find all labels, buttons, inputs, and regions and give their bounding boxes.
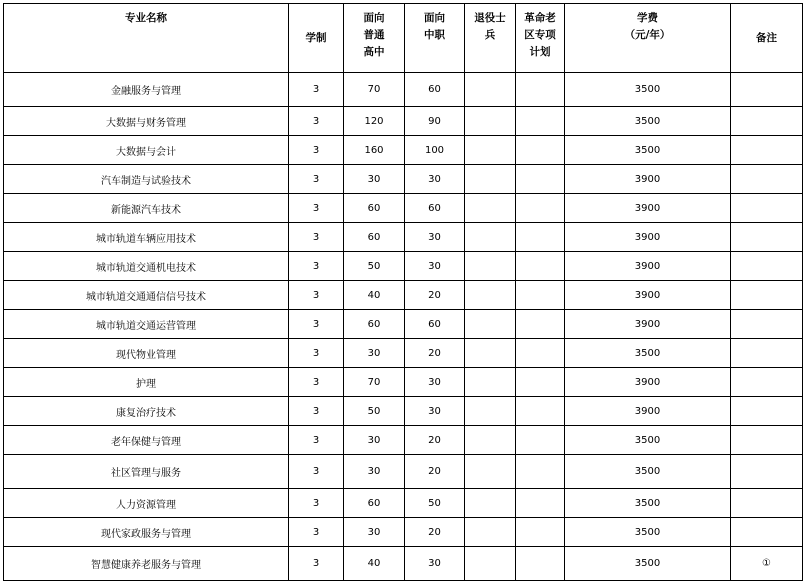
cell-vocational: 20 (405, 518, 465, 547)
cell-general: 30 (344, 426, 405, 455)
cell-fee: 3900 (565, 368, 731, 397)
cell-vocational: 30 (405, 547, 465, 581)
cell-vocational: 20 (405, 426, 465, 455)
cell-general: 30 (344, 455, 405, 489)
table-row (4, 547, 803, 581)
cell-revolutionary (516, 547, 565, 581)
cell-revolutionary (516, 194, 565, 223)
header-name: 专业名称 (4, 4, 289, 73)
table-row (4, 252, 803, 281)
header-years: 学制 (289, 4, 344, 73)
cell-name: 大数据与会计 (4, 136, 289, 165)
cell-fee: 3500 (565, 107, 731, 136)
cell-name: 老年保健与管理 (4, 426, 289, 455)
cell-name: 城市轨道车辆应用技术 (4, 223, 289, 252)
cell-fee: 3900 (565, 194, 731, 223)
cell-name: 新能源汽车技术 (4, 194, 289, 223)
cell-general: 30 (344, 339, 405, 368)
cell-name: 社区管理与服务 (4, 455, 289, 489)
cell-fee: 3900 (565, 223, 731, 252)
cell-vocational: 60 (405, 310, 465, 339)
table-row (4, 107, 803, 136)
cell-revolutionary (516, 368, 565, 397)
cell-remarks (731, 223, 803, 252)
table-row (4, 426, 803, 455)
cell-veterans (465, 397, 516, 426)
cell-years: 3 (289, 252, 344, 281)
cell-years: 3 (289, 107, 344, 136)
cell-general: 50 (344, 397, 405, 426)
cell-fee: 3900 (565, 252, 731, 281)
cell-years: 3 (289, 489, 344, 518)
cell-general: 60 (344, 223, 405, 252)
cell-general: 70 (344, 73, 405, 107)
cell-general: 40 (344, 547, 405, 581)
header-fee: 学费 （元/年） (565, 4, 731, 73)
cell-name: 康复治疗技术 (4, 397, 289, 426)
cell-vocational: 20 (405, 455, 465, 489)
cell-revolutionary (516, 426, 565, 455)
cell-revolutionary (516, 136, 565, 165)
cell-general: 70 (344, 368, 405, 397)
cell-revolutionary (516, 281, 565, 310)
cell-revolutionary (516, 397, 565, 426)
cell-vocational: 60 (405, 194, 465, 223)
table-row (4, 310, 803, 339)
table-row (4, 223, 803, 252)
cell-general: 120 (344, 107, 405, 136)
cell-revolutionary (516, 489, 565, 518)
cell-fee: 3500 (565, 455, 731, 489)
cell-remarks (731, 426, 803, 455)
cell-remarks (731, 518, 803, 547)
table-row (4, 397, 803, 426)
cell-years: 3 (289, 368, 344, 397)
cell-fee: 3500 (565, 518, 731, 547)
cell-name: 现代物业管理 (4, 339, 289, 368)
cell-vocational: 20 (405, 339, 465, 368)
cell-name: 城市轨道交通运营管理 (4, 310, 289, 339)
cell-years: 3 (289, 73, 344, 107)
cell-fee: 3900 (565, 310, 731, 339)
cell-remarks (731, 368, 803, 397)
header-vocational: 面向 中职 (405, 4, 465, 73)
cell-remarks (731, 310, 803, 339)
cell-veterans (465, 455, 516, 489)
cell-fee: 3900 (565, 165, 731, 194)
cell-name: 人力资源管理 (4, 489, 289, 518)
cell-name: 城市轨道交通通信信号技术 (4, 281, 289, 310)
header-row (4, 4, 803, 73)
cell-remarks (731, 73, 803, 107)
cell-vocational: 30 (405, 223, 465, 252)
table-row (4, 455, 803, 489)
cell-remarks (731, 136, 803, 165)
cell-fee: 3500 (565, 547, 731, 581)
cell-veterans (465, 223, 516, 252)
cell-vocational: 30 (405, 165, 465, 194)
header-general: 面向 普通 高中 (344, 4, 405, 73)
cell-veterans (465, 518, 516, 547)
table-row (4, 281, 803, 310)
cell-general: 160 (344, 136, 405, 165)
cell-remarks (731, 397, 803, 426)
cell-years: 3 (289, 397, 344, 426)
cell-veterans (465, 107, 516, 136)
cell-years: 3 (289, 518, 344, 547)
cell-years: 3 (289, 339, 344, 368)
cell-years: 3 (289, 194, 344, 223)
cell-remarks: ① (731, 547, 803, 581)
cell-years: 3 (289, 281, 344, 310)
cell-veterans (465, 310, 516, 339)
cell-revolutionary (516, 455, 565, 489)
cell-name: 大数据与财务管理 (4, 107, 289, 136)
cell-revolutionary (516, 339, 565, 368)
table-row (4, 165, 803, 194)
cell-general: 60 (344, 489, 405, 518)
cell-general: 50 (344, 252, 405, 281)
table-row (4, 73, 803, 107)
cell-veterans (465, 547, 516, 581)
cell-remarks (731, 455, 803, 489)
table-row (4, 518, 803, 547)
cell-fee: 3500 (565, 136, 731, 165)
cell-revolutionary (516, 165, 565, 194)
cell-general: 60 (344, 194, 405, 223)
table-row (4, 339, 803, 368)
cell-fee: 3500 (565, 339, 731, 368)
cell-veterans (465, 489, 516, 518)
cell-veterans (465, 165, 516, 194)
cell-revolutionary (516, 252, 565, 281)
cell-vocational: 30 (405, 368, 465, 397)
cell-vocational: 30 (405, 397, 465, 426)
cell-years: 3 (289, 310, 344, 339)
cell-veterans (465, 73, 516, 107)
cell-remarks (731, 252, 803, 281)
table-row (4, 368, 803, 397)
header-remarks: 备注 (731, 4, 803, 73)
cell-fee: 3900 (565, 397, 731, 426)
cell-veterans (465, 252, 516, 281)
cell-vocational: 100 (405, 136, 465, 165)
cell-years: 3 (289, 426, 344, 455)
cell-revolutionary (516, 310, 565, 339)
cell-veterans (465, 368, 516, 397)
cell-remarks (731, 194, 803, 223)
cell-vocational: 60 (405, 73, 465, 107)
cell-veterans (465, 281, 516, 310)
cell-revolutionary (516, 518, 565, 547)
cell-general: 30 (344, 518, 405, 547)
cell-vocational: 30 (405, 252, 465, 281)
table-row (4, 194, 803, 223)
cell-fee: 3500 (565, 73, 731, 107)
cell-remarks (731, 107, 803, 136)
cell-years: 3 (289, 165, 344, 194)
cell-years: 3 (289, 223, 344, 252)
header-veterans: 退役士 兵 (465, 4, 516, 73)
table-row (4, 136, 803, 165)
cell-veterans (465, 339, 516, 368)
cell-veterans (465, 194, 516, 223)
enrollment-table (3, 3, 803, 581)
cell-remarks (731, 339, 803, 368)
cell-name: 汽车制造与试验技术 (4, 165, 289, 194)
table-body (4, 73, 803, 581)
cell-name: 护理 (4, 368, 289, 397)
cell-general: 40 (344, 281, 405, 310)
header-revolutionary: 革命老 区专项 计划 (516, 4, 565, 73)
cell-name: 智慧健康养老服务与管理 (4, 547, 289, 581)
cell-vocational: 90 (405, 107, 465, 136)
cell-remarks (731, 165, 803, 194)
table-row (4, 489, 803, 518)
cell-years: 3 (289, 136, 344, 165)
cell-fee: 3500 (565, 489, 731, 518)
cell-fee: 3900 (565, 281, 731, 310)
cell-revolutionary (516, 73, 565, 107)
cell-vocational: 20 (405, 281, 465, 310)
cell-remarks (731, 489, 803, 518)
cell-general: 60 (344, 310, 405, 339)
cell-fee: 3500 (565, 426, 731, 455)
cell-remarks (731, 281, 803, 310)
cell-years: 3 (289, 455, 344, 489)
cell-revolutionary (516, 107, 565, 136)
cell-name: 城市轨道交通机电技术 (4, 252, 289, 281)
cell-veterans (465, 136, 516, 165)
cell-general: 30 (344, 165, 405, 194)
cell-name: 现代家政服务与管理 (4, 518, 289, 547)
cell-vocational: 50 (405, 489, 465, 518)
cell-years: 3 (289, 547, 344, 581)
cell-name: 金融服务与管理 (4, 73, 289, 107)
cell-veterans (465, 426, 516, 455)
cell-revolutionary (516, 223, 565, 252)
